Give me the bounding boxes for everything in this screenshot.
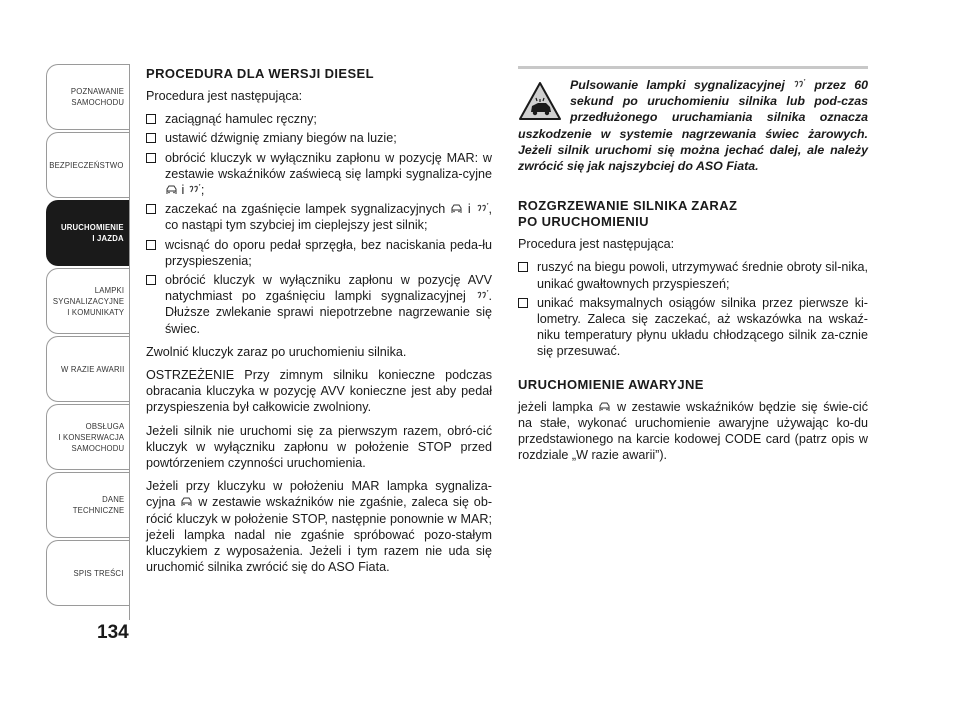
tab-label: SPIS TREŚCI <box>74 567 124 578</box>
section-title-warmup: ROZGRZEWANIE SILNIKA ZARAZ PO URUCHOMIENIU <box>518 198 738 230</box>
car-key-warning-icon <box>450 203 463 214</box>
tab-uruchomienie[interactable] <box>46 200 130 266</box>
procedure-intro: Procedura jest następująca: <box>518 237 675 252</box>
tab-label: BEZPIECZEŃSTWO <box>49 159 124 170</box>
list-item: obrócić kluczyk w wyłączniku zapłonu w pozycję AVV natychmiast po zgaśnięciu lampki sygnalizacyjnej . Dłuższe zwlekanie sprawi niepotrzebne nagrzewanie się świec. <box>146 272 492 337</box>
list-item: wcisnąć do oporu pedał sprzęgła, bez naciskania peda-łu przyspieszenia; <box>146 237 492 269</box>
tab-label: DANE TECHNICZNE <box>72 494 124 515</box>
warning-box: Pulsowanie lampki sygnalizacyjnej przez 60 sekund po uruchomieniu silnika lub pod-czas przedłużonego uruchamiania silnika oznacza uszkodzenie w systemie nagrzewania świec żarowych. Jeżeli silnik uruchomi się można jechać dalej, ale należy zwrócić się jak najszybciej do ASO Fiata. <box>518 78 869 174</box>
section-title-diesel: PROCEDURA DLA WERSJI DIESEL <box>146 66 374 81</box>
car-key-warning-icon <box>165 184 178 195</box>
page-number: 134 <box>97 622 129 643</box>
paragraph-lamp-not-off: Jeżeli przy kluczyku w położeniu MAR lampka sygnaliza-cyjna w zestawie wskaźników nie zgaśnie, zaleca się ob-rócić kluczyk w położenie STOP, następnie ponownie w MAR; jeżeli lampka nadal nie zgaśnie spróbować pozo-stałym kluczykiem z wyposażenia. Jeżeli i tym razem nie uda się uruchomić silnika zwrócić się do ASO Fiata. <box>146 479 493 575</box>
tab-bezpieczenstwo[interactable] <box>46 132 130 198</box>
tab-spis-tresci[interactable] <box>46 540 130 606</box>
tab-dane-techniczne[interactable] <box>46 472 130 538</box>
chapter-tabs <box>46 64 130 608</box>
car-key-warning-icon <box>180 496 193 507</box>
left-column <box>146 66 492 582</box>
list-item: zaciągnąć hamulec ręczny; <box>146 111 492 127</box>
tab-label: URUCHOMIENIE I JAZDA <box>61 222 124 243</box>
tab-lampki[interactable] <box>46 268 130 334</box>
list-item: unikać maksymalnych osiągów silnika przez pierwsze ki-lometry. Zaleca się zaczekać, aż wskazówka na wskaź-niku temperatury płynu układu chłodzącego silnik za-cznie się przesuwać. <box>518 295 868 360</box>
paragraph-retry: Jeżeli silnik nie uruchomi się za pierwszym razem, obró-cić kluczyk w wyłączniku zapłonu w położenie STOP przed powtórzeniem czynności uruchomienia. <box>146 423 492 471</box>
procedure-intro: Procedura jest następująca: <box>146 89 303 103</box>
diesel-steps <box>146 111 492 337</box>
glow-plug-icon <box>188 184 201 195</box>
tab-label: POZNAWANIE SAMOCHODU <box>70 86 124 107</box>
tab-poznawanie[interactable] <box>46 64 130 130</box>
car-key-warning-icon <box>598 401 611 412</box>
tab-label: LAMPKI SYGNALIZACYJNE I KOMUNIKATY <box>52 284 124 317</box>
warning-triangle-icon <box>518 81 562 121</box>
paragraph-release-key: Zwolnić kluczyk zaraz po uruchomieniu silnika. <box>146 344 407 359</box>
glow-plug-icon <box>793 79 806 90</box>
tab-w-razie-awarii[interactable] <box>46 336 130 402</box>
sidebar-divider <box>129 64 130 620</box>
list-item: obrócić kluczyk w wyłączniku zapłonu w pozycję MAR: w zestawie wskaźników zaświecą się lampki sygnaliza-cyjne i ; <box>146 150 492 199</box>
glow-plug-icon <box>476 203 489 214</box>
list-item: ruszyć na biegu powoli, utrzymywać średnie obroty sil-nika, unikać gwałtownych przyspieszeń; <box>518 259 868 291</box>
tab-obsluga[interactable] <box>46 404 130 470</box>
warning-rule <box>518 66 868 69</box>
paragraph-warning-cold: OSTRZEŻENIE Przy zimnym silniku konieczne podczas obracania kluczyka w pozycję AVV konieczne jest aby pedał przyspieszenia był całkowicie zwolniony. <box>146 368 492 415</box>
section-title-emergency: URUCHOMIENIE AWARYJNE <box>518 376 704 392</box>
tab-label: OBSŁUGA I KONSERWACJA SAMOCHODU <box>58 420 124 453</box>
right-column <box>518 66 868 470</box>
glow-plug-icon <box>476 290 489 301</box>
tab-label: W RAZIE AWARII <box>60 363 124 374</box>
list-item: ustawić dźwignię zmiany biegów na luzie; <box>146 130 492 146</box>
warmup-steps <box>518 259 868 359</box>
paragraph-emergency: jeżeli lampka w zestawie wskaźników będzie się świe-cić na stałe, wykonać uruchomienie awaryjne używając ko-du przedstawionego na karcie kodowej CODE card (patrz opis w rozdziale „W razie awarii”). <box>518 399 869 463</box>
list-item: zaczekać na zgaśnięcie lampek sygnalizacyjnych i , co nastąpi tym szybciej im cieplejszy jest silnik; <box>146 201 492 233</box>
